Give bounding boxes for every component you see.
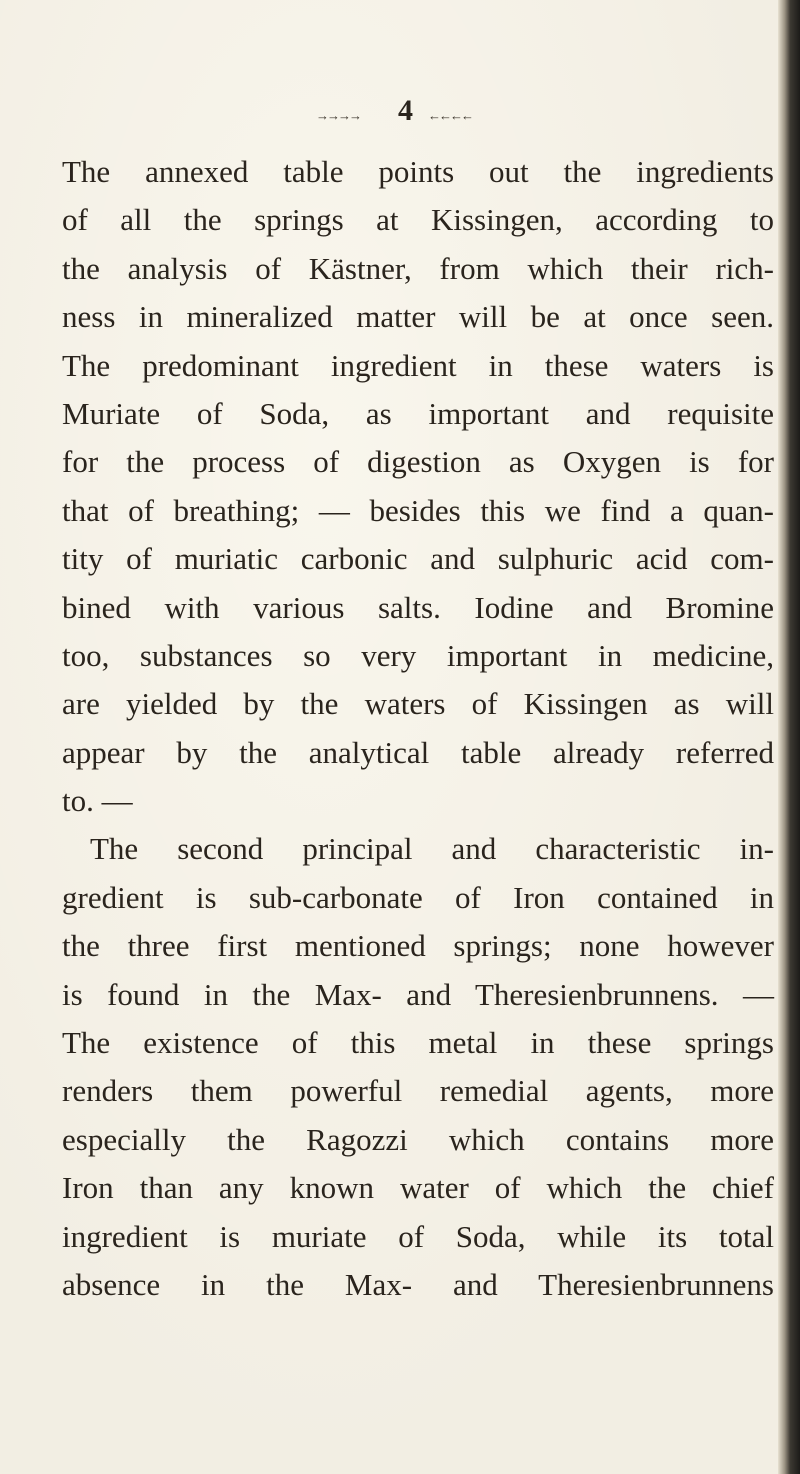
text-line: Iron than any known water of which the chief (62, 1170, 774, 1206)
text-line: are yielded by the waters of Kissingen as will (62, 686, 774, 722)
text-line: renders them powerful remedial agents, more (62, 1073, 774, 1109)
text-line: of all the springs at Kissingen, according to (62, 202, 774, 238)
body-text (62, 148, 774, 1309)
text-line: The annexed table points out the ingredients (62, 154, 774, 189)
page-binding-edge (778, 0, 800, 1474)
text-line: that of breathing; — besides this we find a quan- (62, 492, 774, 528)
text-line: ingredient is muriate of Soda, while its total (62, 1218, 774, 1254)
text-line: bined with various salts. Iodine and Bromine (62, 589, 774, 625)
text-line: Muriate of Soda, as important and requisite (62, 395, 774, 431)
page-number: 4 (398, 94, 413, 127)
text-line: ness in mineralized matter will be at once seen. (62, 299, 774, 335)
text-line: gredient is sub-carbonate of Iron contained in (62, 879, 774, 915)
text-line: for the process of digestion as Oxygen is for (62, 444, 774, 480)
text-line: The predominant ingredient in these waters is (62, 347, 774, 383)
text-line: The second principal and characteristic in- (90, 831, 774, 867)
text-line: The existence of this metal in these springs (62, 1025, 774, 1061)
text-line: absence in the Max- and Theresienbrunnens (62, 1266, 774, 1302)
page-header (0, 96, 800, 136)
text-line: appear by the analytical table already referred (62, 734, 774, 770)
text-line: is found in the Max- and Theresienbrunnens. — (62, 976, 774, 1012)
text-line: tity of muriatic carbonic and sulphuric acid com- (62, 541, 774, 577)
text-line: too, substances so very important in medicine, (62, 637, 774, 673)
text-line: the three first mentioned springs; none however (62, 928, 774, 964)
text-line: to. — (62, 783, 133, 819)
header-ornament-right: ←←←← (428, 108, 472, 123)
text-line: the analysis of Kästner, from which their rich- (62, 250, 774, 286)
header-ornament-left: →→→→ (316, 108, 360, 123)
text-line: especially the Ragozzi which contains more (62, 1121, 774, 1157)
